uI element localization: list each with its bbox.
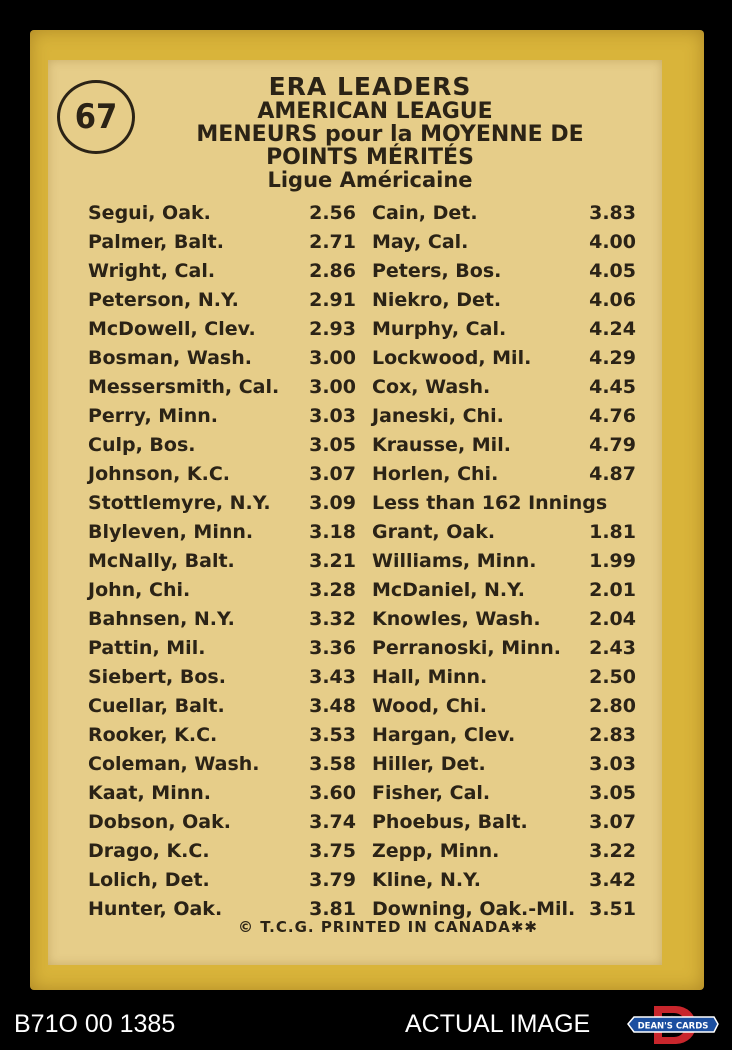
era-value: 3.83 — [589, 201, 636, 224]
stat-row — [372, 720, 636, 749]
pitcher-name: Dobson, Oak. — [88, 810, 231, 833]
era-value: 3.48 — [309, 694, 356, 717]
era-value: 2.43 — [589, 636, 636, 659]
era-value: 3.74 — [309, 810, 356, 833]
stat-row — [372, 546, 636, 575]
stat-row — [372, 807, 636, 836]
era-value: 3.36 — [309, 636, 356, 659]
deans-cards-logo — [624, 1004, 720, 1046]
era-value: 3.07 — [589, 810, 636, 833]
pitcher-name: Less than 162 Innings — [372, 491, 608, 514]
era-value: 3.18 — [309, 520, 356, 543]
era-value: 3.07 — [309, 462, 356, 485]
era-value: 4.06 — [589, 288, 636, 311]
pitcher-name: Culp, Bos. — [88, 433, 196, 456]
era-value: 3.05 — [589, 781, 636, 804]
pitcher-name: McDaniel, N.Y. — [372, 578, 525, 601]
logo-letter: D — [671, 1016, 673, 1017]
pitcher-name: Janeski, Chi. — [372, 404, 504, 427]
section-header-row — [372, 488, 636, 517]
stat-row — [88, 488, 356, 517]
actual-image-label: ACTUAL IMAGE — [405, 1010, 591, 1038]
era-value: 3.00 — [309, 375, 356, 398]
pitcher-name: Rooker, K.C. — [88, 723, 218, 746]
pitcher-name: Blyleven, Minn. — [88, 520, 254, 543]
pitcher-name: Knowles, Wash. — [372, 607, 541, 630]
title-line-1: ERA LEADERS — [268, 72, 472, 101]
era-value: 3.21 — [309, 549, 356, 572]
stat-row — [372, 401, 636, 430]
era-value: 3.00 — [309, 346, 356, 369]
era-value: 3.79 — [309, 868, 356, 891]
stat-row — [88, 227, 356, 256]
pitcher-name: Coleman, Wash. — [88, 752, 260, 775]
stat-row — [88, 836, 356, 865]
era-value: 3.32 — [309, 607, 356, 630]
era-value: 3.43 — [309, 665, 356, 688]
stat-row — [88, 314, 356, 343]
stat-row — [372, 343, 636, 372]
stat-row — [372, 285, 636, 314]
stat-row — [372, 430, 636, 459]
era-value: 3.75 — [309, 839, 356, 862]
stat-row — [88, 517, 356, 546]
stat-row — [88, 343, 356, 372]
stat-row — [372, 575, 636, 604]
stat-row — [88, 691, 356, 720]
title-line-2: AMERICAN LEAGUE — [257, 99, 493, 124]
era-value: 3.53 — [309, 723, 356, 746]
stat-row — [88, 430, 356, 459]
era-value: 3.81 — [309, 897, 356, 920]
era-value: 3.42 — [589, 868, 636, 891]
pitcher-name: Wood, Chi. — [372, 694, 488, 717]
pitcher-name: Stottlemyre, N.Y. — [88, 491, 271, 514]
era-value: 1.81 — [589, 520, 636, 543]
pitcher-name: Phoebus, Balt. — [372, 810, 528, 833]
stat-row — [88, 401, 356, 430]
pitcher-name: Cain, Det. — [372, 201, 478, 224]
title-line-4: POINTS MÉRITÉS — [266, 145, 474, 170]
pitcher-name: Downing, Oak.-Mil. — [372, 897, 576, 920]
inventory-id: B71O 00 1385 — [14, 1010, 176, 1038]
stat-row — [88, 372, 356, 401]
era-value: 3.60 — [309, 781, 356, 804]
era-value: 3.51 — [589, 897, 636, 920]
pitcher-name: Grant, Oak. — [372, 520, 496, 543]
stat-row — [88, 546, 356, 575]
era-value: 2.71 — [309, 230, 356, 253]
pitcher-name: Williams, Minn. — [372, 549, 537, 572]
era-value: 3.58 — [309, 752, 356, 775]
era-value: 4.00 — [589, 230, 636, 253]
pitcher-name: Fisher, Cal. — [372, 781, 491, 804]
pitcher-name: Kaat, Minn. — [88, 781, 211, 804]
title-line-3: MENEURS pour la MOYENNE DE — [196, 122, 584, 147]
era-value: 4.29 — [589, 346, 636, 369]
pitcher-name: Siebert, Bos. — [88, 665, 226, 688]
stat-row — [372, 662, 636, 691]
pitcher-name: McDowell, Clev. — [88, 317, 256, 340]
era-value: 1.99 — [589, 549, 636, 572]
stat-row — [372, 459, 636, 488]
era-value: 3.22 — [589, 839, 636, 862]
pitcher-name: Lolich, Det. — [88, 868, 210, 891]
card-footer: © T.C.G. PRINTED IN CANADA✱✱ — [238, 918, 538, 936]
era-value: 2.91 — [309, 288, 356, 311]
stat-row — [372, 198, 636, 227]
stat-row — [372, 227, 636, 256]
pitcher-name: Hall, Minn. — [372, 665, 488, 688]
stat-row — [372, 517, 636, 546]
stat-row — [372, 778, 636, 807]
pitcher-name: Peterson, N.Y. — [88, 288, 239, 311]
pitcher-name: Horlen, Chi. — [372, 462, 499, 485]
card-title-block — [140, 74, 640, 191]
era-value: 2.93 — [309, 317, 356, 340]
pitcher-name: Zepp, Minn. — [372, 839, 500, 862]
pitcher-name: Cox, Wash. — [372, 375, 491, 398]
era-value: 3.09 — [309, 491, 356, 514]
pitcher-name: Peters, Bos. — [372, 259, 502, 282]
pitcher-name: Hargan, Clev. — [372, 723, 516, 746]
era-value: 3.03 — [309, 404, 356, 427]
pitcher-name: Pattin, Mil. — [88, 636, 206, 659]
era-value: 2.56 — [309, 201, 356, 224]
pitcher-name: Hunter, Oak. — [88, 897, 223, 920]
era-value: 4.76 — [589, 404, 636, 427]
pitcher-name: John, Chi. — [88, 578, 191, 601]
era-value: 2.83 — [589, 723, 636, 746]
era-value: 2.86 — [309, 259, 356, 282]
title-line-5: Ligue Américaine — [267, 168, 473, 192]
logo-text: DEAN'S CARDS — [637, 1021, 709, 1032]
pitcher-name: Drago, K.C. — [88, 839, 210, 862]
era-value: 2.50 — [589, 665, 636, 688]
stat-row — [372, 633, 636, 662]
era-value: 3.03 — [589, 752, 636, 775]
era-value: 3.05 — [309, 433, 356, 456]
pitcher-name: Bosman, Wash. — [88, 346, 252, 369]
stat-row — [88, 807, 356, 836]
stat-row — [88, 749, 356, 778]
pitcher-name: Wright, Cal. — [88, 259, 216, 282]
pitcher-name: McNally, Balt. — [88, 549, 235, 572]
era-value: 4.79 — [589, 433, 636, 456]
stat-row — [88, 778, 356, 807]
stat-row — [88, 285, 356, 314]
left-stat-column — [88, 198, 356, 923]
era-value: 4.45 — [589, 375, 636, 398]
stat-row — [372, 865, 636, 894]
pitcher-name: Lockwood, Mil. — [372, 346, 532, 369]
pitcher-name: May, Cal. — [372, 230, 469, 253]
stat-row — [88, 865, 356, 894]
stat-row — [88, 633, 356, 662]
pitcher-name: Niekro, Det. — [372, 288, 502, 311]
stat-row — [88, 662, 356, 691]
stat-row — [372, 314, 636, 343]
era-value: 4.05 — [589, 259, 636, 282]
stat-row — [88, 604, 356, 633]
stat-row — [88, 256, 356, 285]
stat-row — [372, 372, 636, 401]
era-value: 2.80 — [589, 694, 636, 717]
pitcher-name: Segui, Oak. — [88, 201, 211, 224]
pitcher-name: Krausse, Mil. — [372, 433, 511, 456]
era-value: 3.28 — [309, 578, 356, 601]
era-value: 2.04 — [589, 607, 636, 630]
stat-row — [372, 836, 636, 865]
stat-row — [88, 575, 356, 604]
era-value: 2.01 — [589, 578, 636, 601]
pitcher-name: Bahnsen, N.Y. — [88, 607, 235, 630]
stat-row — [372, 749, 636, 778]
pitcher-name: Johnson, K.C. — [88, 462, 230, 485]
pitcher-name: Perry, Minn. — [88, 404, 218, 427]
stat-row — [88, 720, 356, 749]
stat-row — [372, 604, 636, 633]
era-value: 4.87 — [589, 462, 636, 485]
pitcher-name: Kline, N.Y. — [372, 868, 481, 891]
pitcher-name: Messersmith, Cal. — [88, 375, 280, 398]
stat-row — [372, 691, 636, 720]
pitcher-name: Murphy, Cal. — [372, 317, 507, 340]
era-value: 4.24 — [589, 317, 636, 340]
card-number: 67 — [74, 97, 118, 137]
pitcher-name: Perranoski, Minn. — [372, 636, 561, 659]
stat-row — [88, 459, 356, 488]
pitcher-name: Hiller, Det. — [372, 752, 486, 775]
pitcher-name: Cuellar, Balt. — [88, 694, 225, 717]
right-stat-column — [372, 198, 636, 923]
stat-row — [372, 256, 636, 285]
stat-row — [88, 198, 356, 227]
pitcher-name: Palmer, Balt. — [88, 230, 224, 253]
